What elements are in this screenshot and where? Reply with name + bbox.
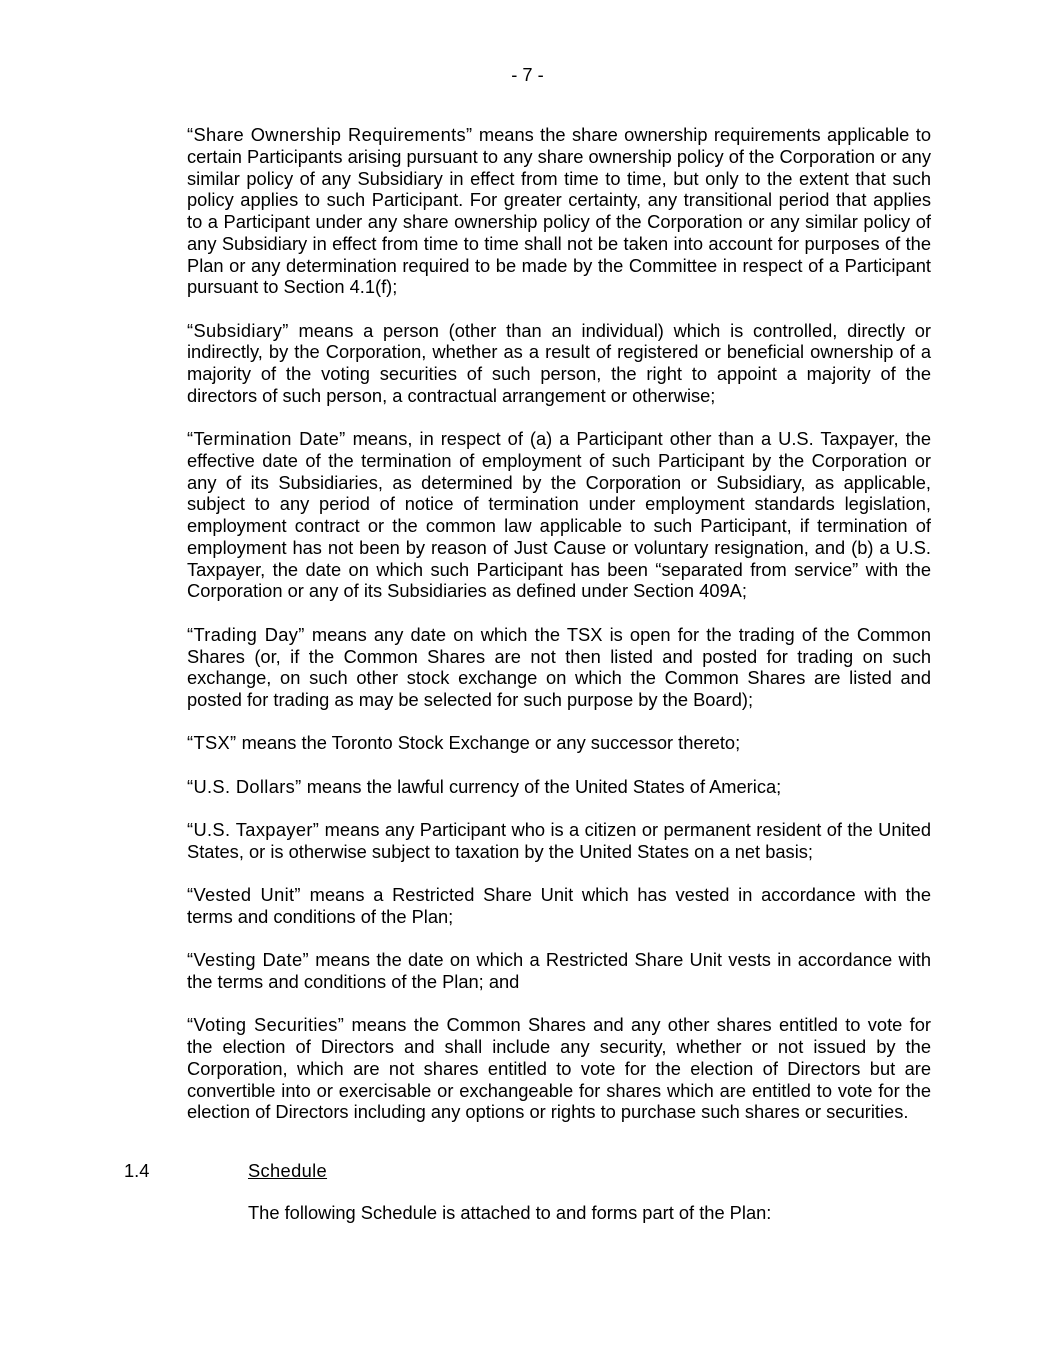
definition-text: means the date on which a Restricted Share Unit vests in accordance with the terms and conditions of the Plan; and bbox=[187, 949, 931, 992]
definition-text: means any Participant who is a citizen or permanent resident of the United States, or is otherwise subject to taxation by the United States on a net basis; bbox=[187, 819, 932, 862]
definition-subsidiary bbox=[187, 320, 931, 407]
definitions-list bbox=[187, 124, 931, 1145]
section-title: Schedule bbox=[248, 1160, 328, 1181]
definition-text: means the lawful currency of the United States of America; bbox=[301, 775, 782, 797]
section-number: 1.4 bbox=[124, 1160, 150, 1181]
page-number: - 7 - bbox=[511, 64, 544, 85]
definition-text: means the share ownership requirements applicable to certain Participants arising pursuant to any share ownership policy of the Corporation or any similar policy of any Subsidiary in effect from time to time, but only to the extent that such policy applies to such Participant. For greater certainty, any transitional period that applies to a Participant under any share ownership policy of the Corporation or any similar policy of any Subsidiary in effect from time to time shall not be taken into account for purposes of the Plan or any determination required to be made by the Committee in respect of a Participant pursuant to Section 4.1(f); bbox=[187, 124, 931, 298]
definition-text: means a Restricted Share Unit which has vested in accordance with the terms and conditions of the Plan; bbox=[187, 884, 931, 927]
definition-text: means the Toronto Stock Exchange or any successor thereto; bbox=[236, 732, 741, 754]
definition-text: means, in respect of (a) a Participant other than a U.S. Taxpayer, the effective date of the termination of employment of such Participant by the Corporation or any of its Subsidiaries, as determined by the Corporation or Subsidiary, as applicable, subject to any period of notice of termination under employment standards legislation, employment contract or the common law applicable to such Participant, if termination of employment has not been by reason of Just Cause or voluntary resignation, and (b) a U.S. Taxpayer, the date on which such Participant has been “separated from service” with the Corporation or any of its Subsidiaries as defined under Section 409A; bbox=[187, 428, 931, 602]
defined-term: “Share Ownership Requirements” bbox=[187, 124, 473, 145]
definition-trading-day bbox=[187, 624, 931, 711]
definition-termination-date bbox=[187, 428, 931, 602]
defined-term: “TSX” bbox=[187, 732, 237, 754]
defined-term: “U.S. Taxpayer” bbox=[187, 819, 320, 841]
definition-vested-unit bbox=[187, 884, 931, 928]
definition-us-taxpayer bbox=[187, 819, 931, 863]
definition-us-dollars bbox=[187, 776, 931, 798]
defined-term: “Vesting Date” bbox=[187, 949, 309, 971]
defined-term: “Subsidiary” bbox=[187, 319, 289, 341]
section-body-text: The following Schedule is attached to and forms part of the Plan: bbox=[248, 1202, 772, 1223]
defined-term: “Voting Securities” bbox=[187, 1014, 345, 1036]
definition-text: means a person (other than an individual) which is controlled, directly or indirectly, by the Corporation, whether as a result of registered or beneficial ownership of a majority of the voting securities of such person, the right to appoint a majority of the directors of such person, a contractual arrangement or otherwise; bbox=[187, 319, 931, 406]
definition-text: means the Common Shares and any other shares entitled to vote for the election of Directors and shall include any security, whether or not issued by the Corporation, which are not shares entitled to vote for the election of Directors but are convertible into or exercisable or exchangeable for shares which are entitled to vote for the election of Directors including any options or rights to purchase such shares or securities. bbox=[187, 1014, 931, 1123]
definition-text: means any date on which the TSX is open for the trading of the Common Shares (or, if the Common Shares are not then listed and posted for trading on such exchange, on such other stock exchange on which the Common Shares are listed and posted for trading as may be selected for such purpose by the Board); bbox=[187, 623, 931, 711]
definition-share-ownership-requirements bbox=[187, 124, 931, 298]
defined-term: “Termination Date” bbox=[187, 428, 346, 450]
definition-voting-securities bbox=[187, 1014, 931, 1123]
defined-term: “U.S. Dollars” bbox=[187, 775, 302, 797]
defined-term: “Vested Unit” bbox=[187, 884, 301, 906]
defined-term: “Trading Day” bbox=[187, 623, 305, 645]
definition-vesting-date bbox=[187, 949, 931, 993]
definition-tsx bbox=[187, 732, 931, 754]
